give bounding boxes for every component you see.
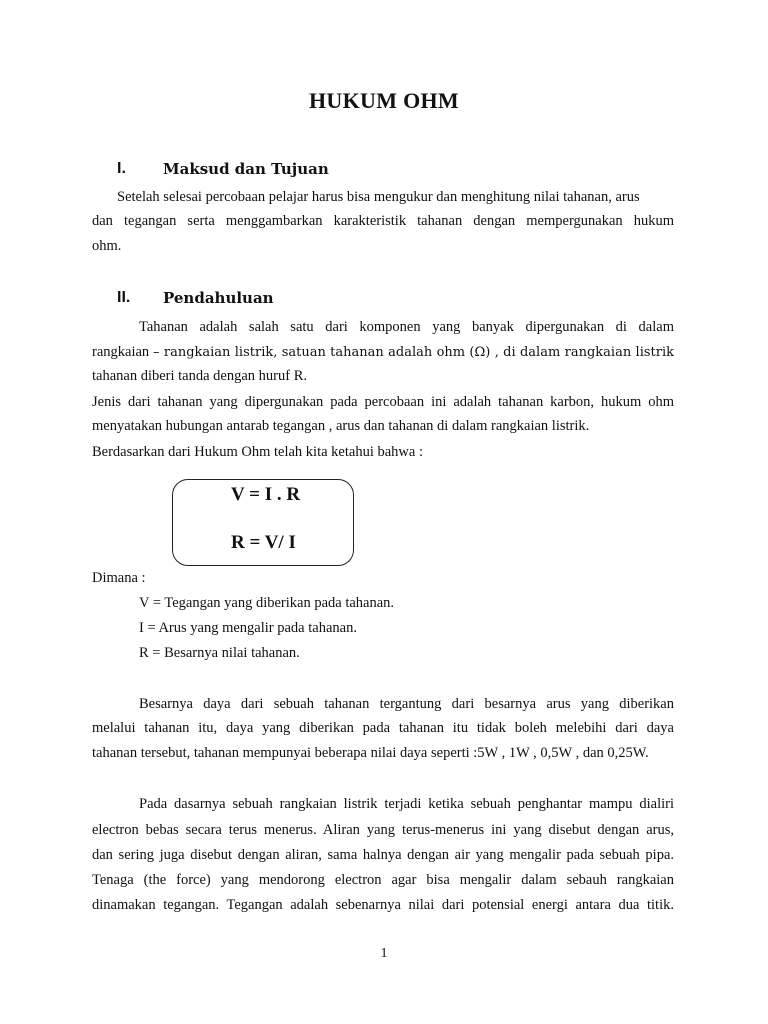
section-1-line-2: dan tegangan serta menggambarkan karakteristik tahanan dengan mempergunakan hukum: [92, 213, 674, 229]
section-2-p1-line-1: Tahanan adalah salah satu dari komponen yang banyak dipergunakan di dalam: [139, 319, 674, 335]
section-2-title: Pendahuluan: [163, 289, 274, 307]
formula-ohm-law: V = I . R: [231, 484, 301, 505]
section-2-p3: Berdasarkan dari Hukum Ohm telah kita ketahui bahwa :: [92, 444, 423, 460]
section-1-line-3: ohm.: [92, 238, 122, 254]
p5-line-1: Pada dasarnya sebuah rangkaian listrik terjadi ketika sebuah penghantar mampu dialiri: [139, 796, 674, 812]
section-1-title: Maksud dan Tujuan: [163, 160, 329, 178]
section-2-p2-line-1: Jenis dari tahanan yang dipergunakan pada percobaan ini adalah tahanan karbon, hukum ohm: [92, 394, 674, 410]
page-title: HUKUM OHM: [309, 88, 459, 113]
dimana-label: Dimana :: [92, 570, 146, 586]
section-2-p1-line-2a: rangkaian: [92, 344, 150, 360]
section-1-number: I.: [117, 160, 126, 177]
formula-resistance: R = V/ I: [231, 532, 296, 553]
section-2-p1-line-2b: – rangkaian listrik, satuan tahanan adalah ohm (Ω) , di dalam rangkaian listrik: [153, 345, 675, 360]
p5-line-2: electron bebas secara terus menerus. Aliran yang terus-menerus ini yang disebut dengan arus,: [92, 822, 674, 838]
p4-line-3: tahanan tersebut, tahanan mempunyai beberapa nilai daya seperti :5W , 1W , 0,5W , dan 0,25W.: [92, 745, 649, 761]
p5-line-3: dan sering juga disebut dengan aliran, sama halnya dengan air yang mengalir pada sebuah pipa.: [92, 847, 674, 863]
section-2-p2-line-2: menyatakan hubungan antarab tegangan , arus dan tahanan di dalam rangkaian listrik.: [92, 418, 590, 434]
section-1-line-1: Setelah selesai percobaan pelajar harus bisa mengukur dan menghitung nilai tahanan, arus: [117, 189, 640, 205]
section-2-p1-line-2: [92, 340, 674, 366]
p4-line-2: melalui tahanan itu, daya yang diberikan pada tahanan itu tidak boleh melebihi dari daya: [92, 720, 674, 736]
formula-box: [172, 479, 354, 566]
section-2-p1-line-3: tahanan diberi tanda dengan huruf R.: [92, 368, 308, 384]
section-2-number: II.: [117, 289, 131, 306]
page-number: 1: [380, 946, 388, 961]
p4-line-1: Besarnya daya dari sebuah tahanan tergantung dari besarnya arus yang diberikan: [139, 696, 674, 712]
definition-i: I = Arus yang mengalir pada tahanan.: [139, 620, 357, 636]
p5-line-5: dinamakan tegangan. Tegangan adalah sebenarnya nilai dari potensial energi antara dua titik.: [92, 897, 674, 913]
definition-r: R = Besarnya nilai tahanan.: [139, 645, 300, 661]
p5-line-4: Tenaga (the force) yang mendorong electron agar bisa mengalir dalam sebauh rangkaian: [92, 872, 674, 888]
definition-v: V = Tegangan yang diberikan pada tahanan.: [139, 595, 395, 611]
